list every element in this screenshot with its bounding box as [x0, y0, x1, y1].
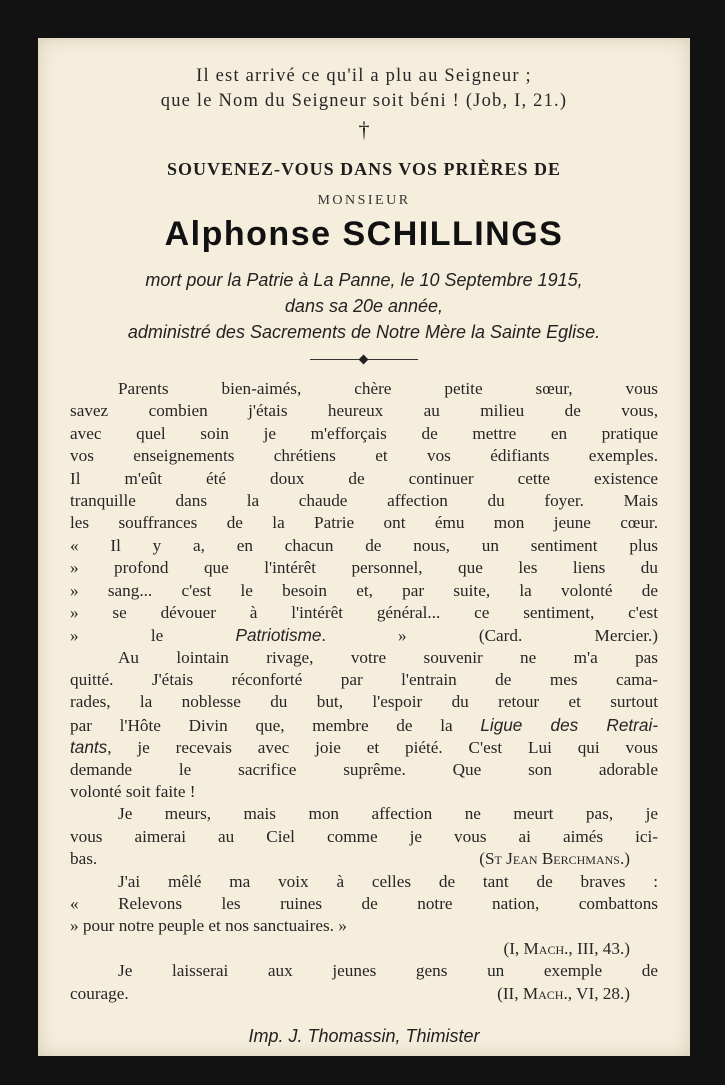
- text-fragment: courage.: [70, 983, 129, 1003]
- text-fragment: . » (Card. Mercier.): [321, 626, 658, 646]
- deceased-name: Alphonse SCHILLINGS: [164, 215, 564, 253]
- epigraph-line-2: que le Nom du Seigneur soit béni ! (Job, I, 21.): [160, 91, 568, 111]
- body-text: [70, 378, 658, 1005]
- text-line: [70, 714, 658, 736]
- details-line-1: mort pour la Patrie à La Panne, le 10 Septembre 1915,: [145, 270, 583, 290]
- text-fragment: par l'Hôte Divin que, membre de la: [70, 715, 481, 735]
- text-line: tranquille dans la chaude affection du foyer. Mais: [70, 490, 658, 510]
- text-line: « Relevons les ruines de notre nation, combattons: [70, 893, 658, 913]
- text-line: » profond que l'intérêt personnel, que les liens du: [70, 558, 658, 578]
- text-line: [70, 624, 658, 646]
- text-line: demande le sacrifice suprême. Que son adorable: [70, 759, 658, 779]
- text-line: les souffrances de la Patrie ont ému mon jeune cœur.: [70, 513, 658, 533]
- text-line: » sang... c'est le besoin et, par suite, la volonté de: [70, 580, 658, 600]
- memorial-card: [38, 38, 690, 1056]
- text-line: [70, 848, 658, 870]
- text-line: Je laisserai aux jeunes gens un exemple de: [118, 961, 658, 981]
- text-line: [70, 736, 658, 758]
- heading: SOUVENEZ-VOUS DANS VOS PRIÈRES DE: [166, 159, 562, 179]
- details-line-2: dans sa 20e année,: [284, 296, 444, 316]
- text-line: rades, la noblesse du but, l'espoir du retour et surtout: [70, 692, 658, 712]
- text-fragment: » le: [70, 626, 236, 646]
- text-line: savez combien j'étais heureux au milieu de vous,: [70, 401, 658, 421]
- details-line-3: administré des Sacrements de Notre Mère la Sainte Eglise.: [127, 322, 601, 342]
- text-line: » pour notre peuple et nos sanctuaires. »: [70, 916, 347, 936]
- imprint: Imp. J. Thomassin, Thimister: [248, 1026, 480, 1046]
- divider-ornament: [359, 355, 369, 365]
- text-fragment: , je recevais avec joie et piété. C'est Lui qui vous: [107, 738, 658, 758]
- citation: (II, Mach., VI, 28.): [497, 983, 630, 1003]
- text-line: volonté soit faite !: [70, 782, 196, 802]
- honorific: MONSIEUR: [317, 193, 411, 208]
- text-line: » se dévouer à l'intérêt général... ce sentiment, c'est: [70, 602, 658, 622]
- text-line: Au lointain rivage, votre souvenir ne m'a pas: [118, 647, 658, 667]
- text-line: vos enseignements chrétiens et vos édifiants exemples.: [70, 446, 658, 466]
- text-line: avec quel soin je m'efforçais de mettre en pratique: [70, 423, 658, 443]
- text-line: J'ai mêlé ma voix à celles de tant de braves :: [118, 871, 658, 891]
- text-line: quitté. J'étais réconforté par l'entrain de mes cama-: [70, 670, 658, 690]
- cross-icon: †: [358, 117, 370, 142]
- citation: (I, Mach., III, 43.): [503, 938, 630, 958]
- epigraph-line-1: Il est arrivé ce qu'il a plu au Seigneur ;: [196, 66, 532, 86]
- italic-term: Ligue des Retrai-: [480, 714, 658, 735]
- text-line: vous aimerai au Ciel comme je vous ai aimés ici-: [70, 826, 658, 846]
- text-line: [70, 983, 658, 1005]
- text-line: « Il y a, en chacun de nous, un sentiment plus: [70, 535, 658, 555]
- text-fragment: bas.: [70, 849, 98, 869]
- italic-term: Patriotisme: [235, 625, 322, 646]
- text-line: Je meurs, mais mon affection ne meurt pas, je: [118, 804, 658, 824]
- text-line: Il m'eût été doux de continuer cette existence: [70, 468, 658, 488]
- card-content: [38, 38, 690, 1056]
- italic-term: tants: [70, 737, 108, 758]
- citation: (St Jean Berchmans.): [479, 849, 630, 869]
- text-line: Parents bien-aimés, chère petite sœur, vous: [118, 379, 658, 398]
